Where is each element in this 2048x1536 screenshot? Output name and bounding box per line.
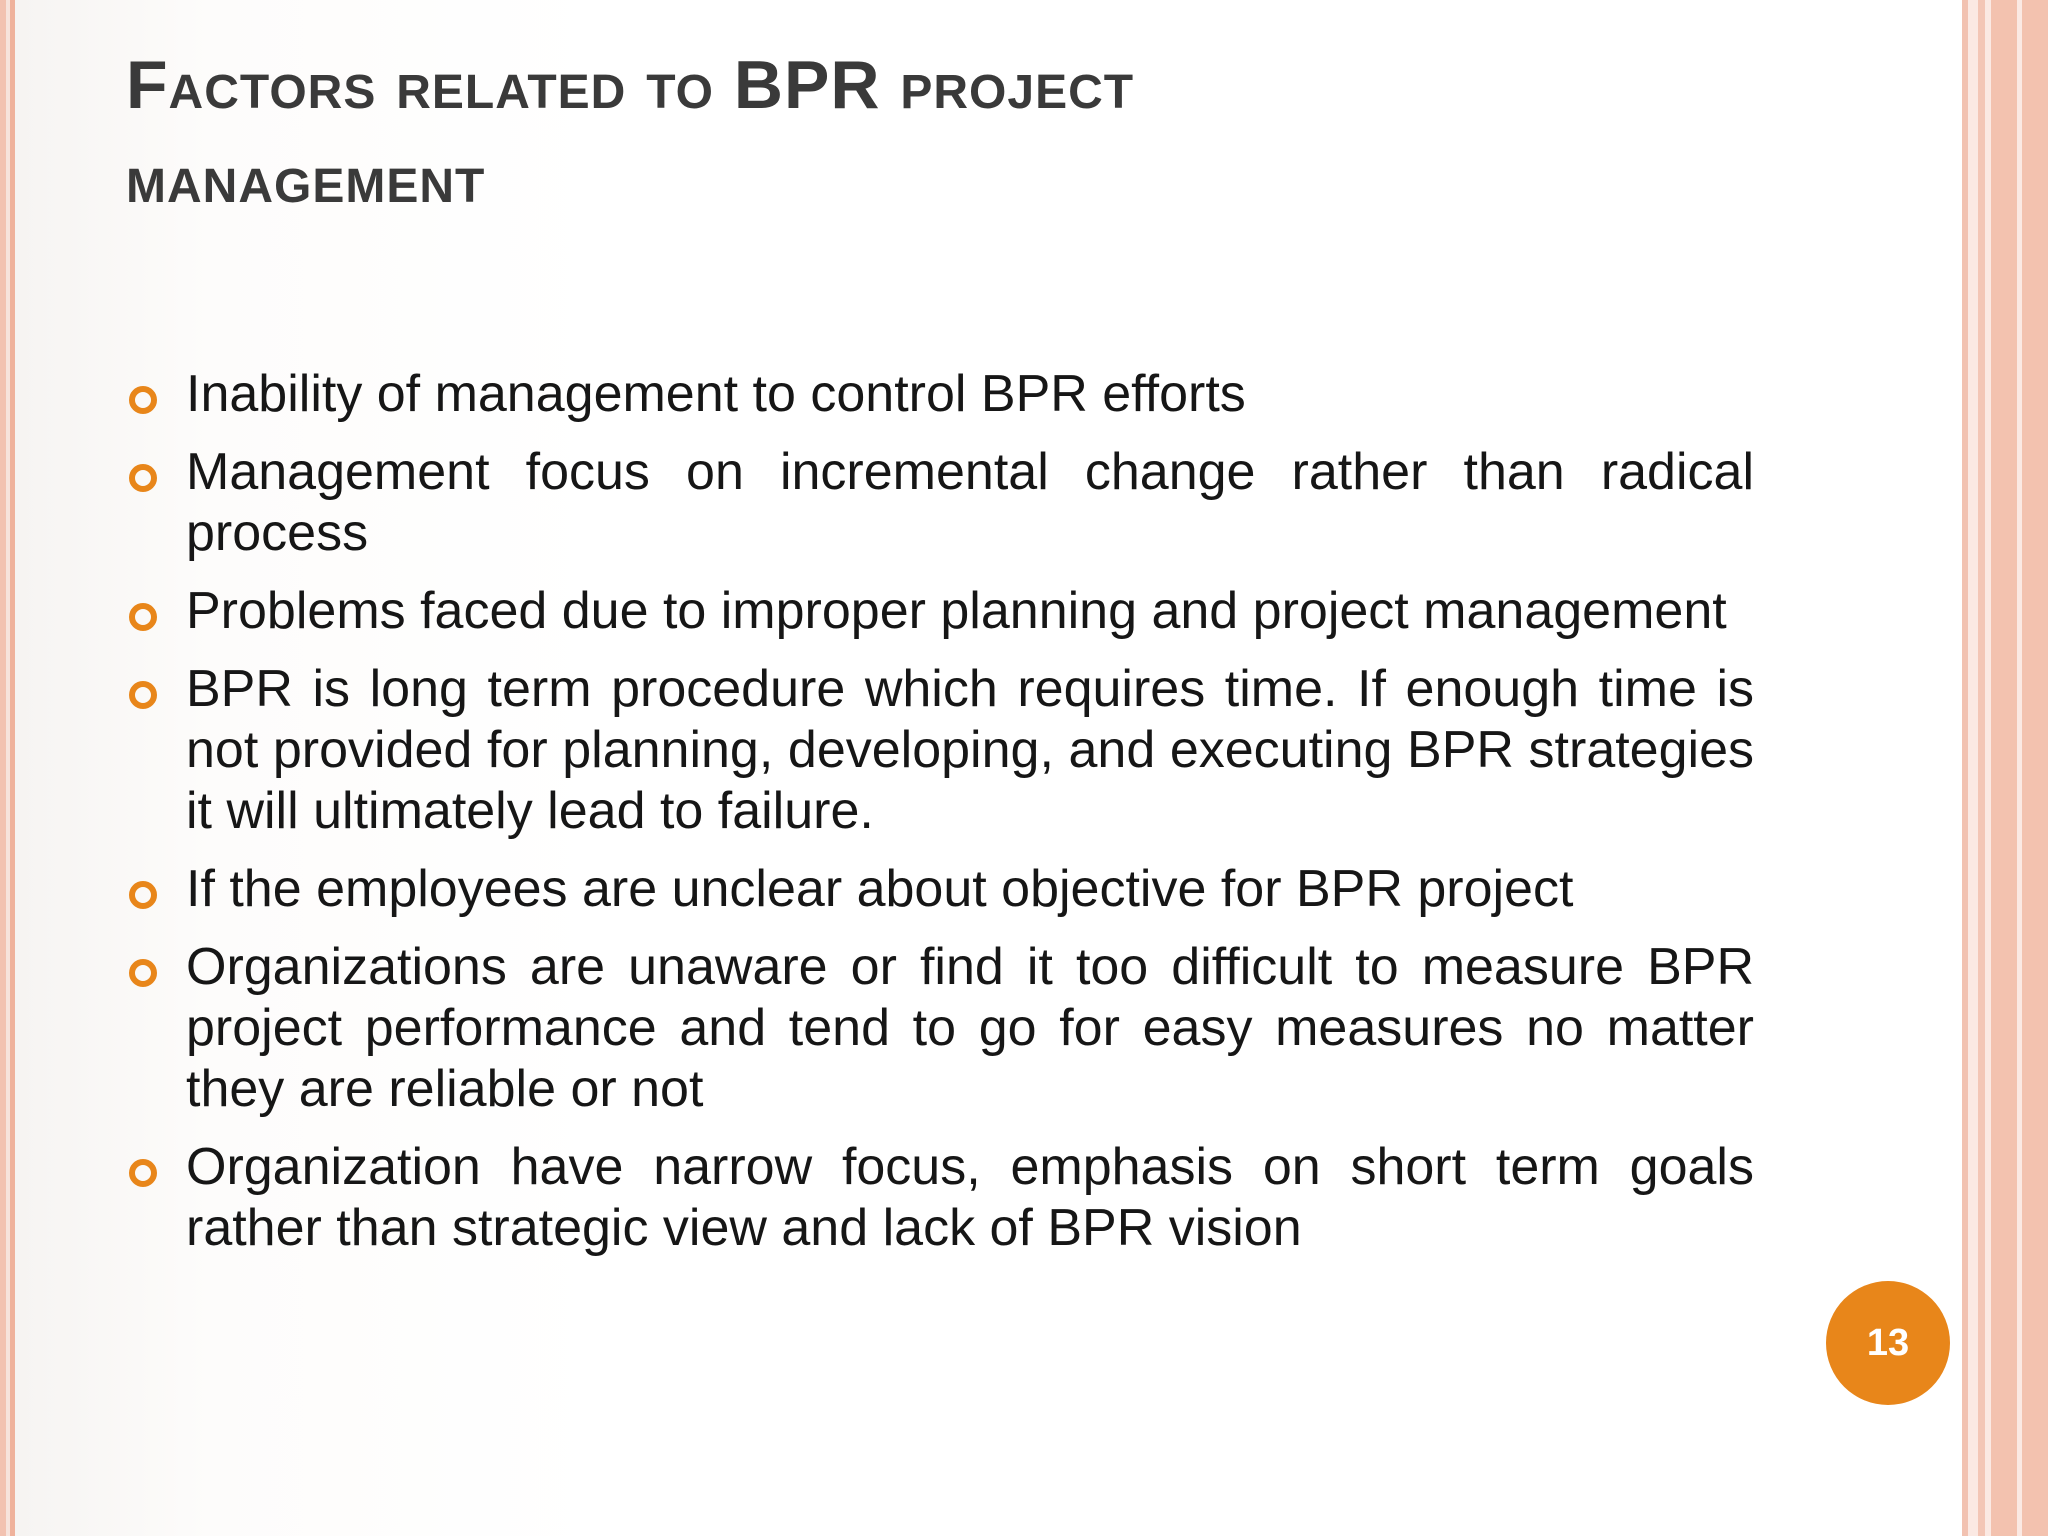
ring-bullet-icon xyxy=(129,603,157,631)
bullet-text: BPR is long term procedure which requires time. If enough time is not provided for planning, developing, and executing BPR strategies it will ultimately lead to failure. xyxy=(186,660,1754,840)
slide-title: Factors related to BPR project management xyxy=(126,47,1135,217)
ring-bullet-icon xyxy=(129,959,157,987)
bullet-text: Organizations are unaware or find it too difficult to measure BPR project performance and tend to go for easy measures no matter they are reliable or not xyxy=(186,938,1754,1118)
list-item xyxy=(126,859,1754,920)
bullet-text: Inability of management to control BPR efforts xyxy=(186,365,1246,423)
right-border-stripe xyxy=(1978,0,1985,1536)
list-item xyxy=(126,1137,1754,1259)
ring-bullet-icon xyxy=(129,1159,157,1187)
bullet-list xyxy=(126,364,1754,1276)
page-number-badge: 13 xyxy=(1826,1281,1950,1405)
bullet-text: Management focus on incremental change rather than radical process xyxy=(186,443,1754,562)
ring-bullet-icon xyxy=(129,881,157,909)
list-item xyxy=(126,659,1754,842)
bullet-text: Organization have narrow focus, emphasis on short term goals rather than strategic view and lack of BPR vision xyxy=(186,1138,1754,1257)
bullet-text: Problems faced due to improper planning and project management xyxy=(186,582,1727,640)
ring-bullet-icon xyxy=(129,386,157,414)
ring-bullet-icon xyxy=(129,464,157,492)
right-border-stripe xyxy=(2022,0,2048,1536)
bullet-text: If the employees are unclear about objective for BPR project xyxy=(186,860,1574,918)
list-item xyxy=(126,364,1754,425)
list-item xyxy=(126,442,1754,564)
right-border-stripe xyxy=(1991,0,2017,1536)
right-border-stripe xyxy=(1968,0,1978,1536)
ring-bullet-icon xyxy=(129,681,157,709)
list-item xyxy=(126,937,1754,1120)
list-item xyxy=(126,581,1754,642)
